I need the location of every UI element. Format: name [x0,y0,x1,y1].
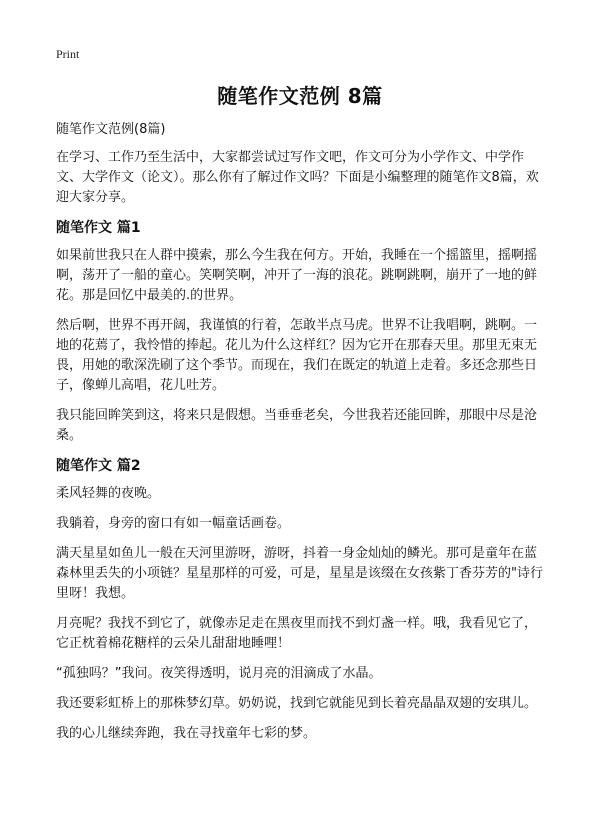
document-body [56,120,548,754]
section-2-paragraph: 我还要彩虹桥上的那株梦幻草。奶奶说，找到它就能见到长着亮晶晶双翅的安琪儿。 [56,696,538,711]
print-label: Print [56,47,80,61]
section-2-paragraph: 柔风轻舞的夜晚。 [56,486,161,501]
intro-paragraph: 在学习、工作乃至生活中，大家都尝试过写作文吧，作文可分为小学作文、中学作文、大学作文（论文）。那么你有了解过作文吗？下面是小编整理的随笔作文8篇，欢迎大家分享。 [56,150,539,205]
section-2-paragraph: 我的心儿继续奔跑，我在寻找童年七彩的梦。 [56,726,317,741]
section-2-paragraph: 满天星星如鱼儿一般在天河里游呀，游呀，抖着一身金灿灿的鳞光。那可是童年在蓝森林里丢失的小项链？星星那样的可爱，可是，星星是该缀在女孩紫丁香芬芳的"诗行里呀！我想。 [56,546,543,601]
section-1-paragraph: 如果前世我只在人群中摸索，那么今生我在何方。开始，我睡在一个摇篮里，摇啊摇啊，荡开了一船的童心。笑啊笑啊，冲开了一海的浪花。跳啊跳啊，崩开了一地的鲜花。那是回忆中最美的.的世界。 [56,248,538,303]
section-heading-1: 随笔作文 篇1 [56,220,141,236]
document-title: 随笔作文范例 8篇 [217,84,383,108]
section-2-paragraph: 月亮呢？我找不到它了，就像赤足走在黑夜里而找不到灯盏一样。哦，我看见它了，它正枕着棉花糖样的云朵儿甜甜地睡哩！ [56,616,538,651]
section-2-paragraph: 我躺着，身旁的窗口有如一幅童话画卷。 [56,516,291,531]
document-subtitle: 随笔作文范例(8篇) [56,122,166,137]
section-1-paragraph: 然后啊，世界不再开阔，我谨慎的行着，怎敢半点马虎。世界不让我唱啊，跳啊。一地的花蔫了，我怜惜的捧起。花儿为什么这样红？因为它开在那春天里。那里无束无畏，用她的歌深洗刷了这个季节。而现在，我们在既定的轨道上走着。多还念那些日子，像蝉儿高唱，花儿吐芳。 [56,318,538,393]
section-1-paragraph: 我只能回眸笑到这，将来只是假想。当垂垂老矣，今世我若还能回眸，那眼中尽是沧桑。 [56,408,538,443]
section-2-paragraph: “孤独吗？”我问。夜笑得透明，说月亮的泪滴成了水晶。 [56,666,382,681]
section-heading-2: 随笔作文 篇2 [56,458,141,474]
